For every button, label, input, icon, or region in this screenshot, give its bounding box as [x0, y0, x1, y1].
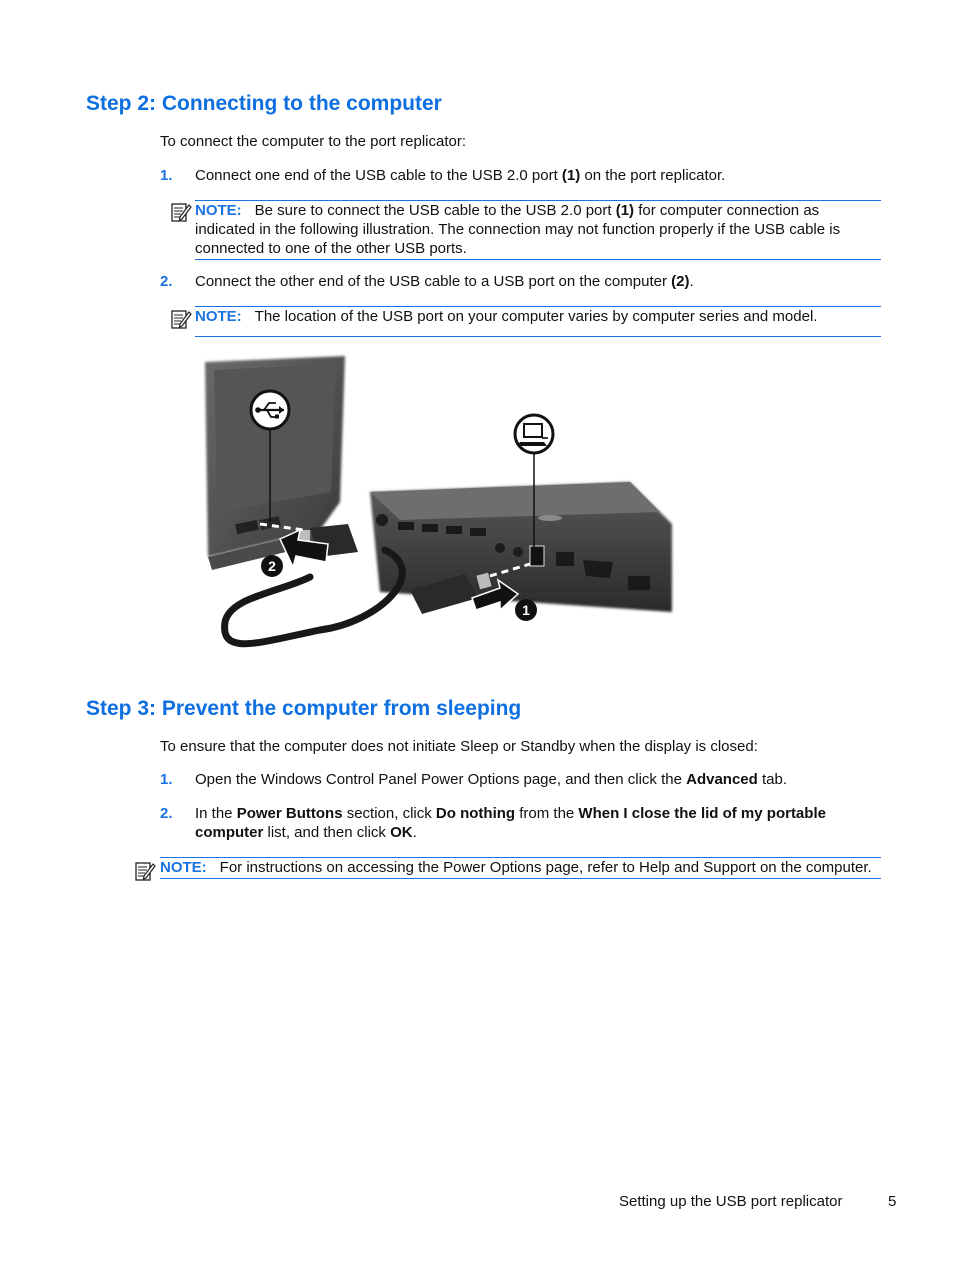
ui-term: When I close the lid of my portable computer — [195, 805, 826, 841]
step-text: . — [689, 273, 694, 290]
step-number: 2. — [160, 273, 173, 290]
note-icon — [170, 308, 192, 330]
step-text: list, and then click — [263, 824, 391, 841]
note-label: NOTE: — [195, 202, 242, 219]
svg-text:2: 2 — [268, 558, 276, 574]
note-text: The location of the USB port on your computer varies by computer series and model. — [254, 308, 818, 325]
ui-term: OK — [390, 824, 413, 841]
footer-section-title: Setting up the USB port replicator — [619, 1193, 843, 1210]
svg-text:1: 1 — [522, 602, 530, 618]
step2-item-2 — [160, 272, 880, 291]
ui-term: Do nothing — [435, 805, 516, 822]
step-text: Connect the other end of the USB cable to a USB port on the computer — [195, 273, 672, 290]
step2-item-1 — [160, 166, 880, 185]
step2-intro: To connect the computer to the port replicator: — [160, 133, 466, 150]
note-text: For instructions on accessing the Power Options page, refer to Help and Support on the computer. — [219, 859, 872, 876]
step-number: 2. — [160, 805, 173, 822]
note-label: NOTE: — [195, 308, 242, 325]
step-text: Connect one end of the USB cable to the USB 2.0 port — [195, 167, 562, 184]
step-number: 1. — [160, 167, 173, 184]
step3-intro: To ensure that the computer does not initiate Sleep or Standby when the display is closed: — [160, 738, 758, 755]
note-text: for computer connection as indicated in the following illustration. The connection may not function properly if the USB cable is connected to one of the other USB ports. — [195, 202, 841, 257]
note-usb-location — [195, 306, 881, 337]
callout-ref: (1) — [561, 167, 581, 184]
step2-heading: Step 2: Connecting to the computer — [86, 92, 442, 115]
callout-1 — [515, 599, 537, 621]
note-label: NOTE: — [160, 859, 207, 876]
step3-heading: Step 3: Prevent the computer from sleeping — [86, 697, 522, 720]
note-power-options — [160, 857, 881, 879]
note-icon — [170, 201, 192, 223]
page-number: 5 — [888, 1193, 897, 1210]
step-text: Open the Windows Control Panel Power Options page, and then click the — [195, 771, 687, 788]
note-text: Be sure to connect the USB cable to the USB 2.0 port — [254, 202, 616, 219]
note-usb-port — [195, 200, 881, 260]
callout-ref: (1) — [615, 202, 635, 219]
step3-item-1 — [160, 770, 880, 789]
ui-term: Advanced — [686, 771, 758, 788]
callout-2 — [261, 555, 283, 577]
note-icon — [134, 860, 156, 882]
step-text: on the port replicator. — [580, 167, 726, 184]
callout-ref: (2) — [671, 273, 690, 290]
usb-connection-illustration — [200, 352, 678, 674]
step-text: section, click — [342, 805, 436, 822]
computer-icon — [515, 415, 553, 453]
step3-item-2 — [160, 804, 880, 842]
step-text: . — [412, 824, 417, 841]
ui-term: Power Buttons — [236, 805, 343, 822]
usb-icon — [251, 391, 289, 429]
step-number: 1. — [160, 771, 173, 788]
step-text: In the — [195, 805, 237, 822]
step-text: from the — [515, 805, 579, 822]
step-text: tab. — [757, 771, 788, 788]
